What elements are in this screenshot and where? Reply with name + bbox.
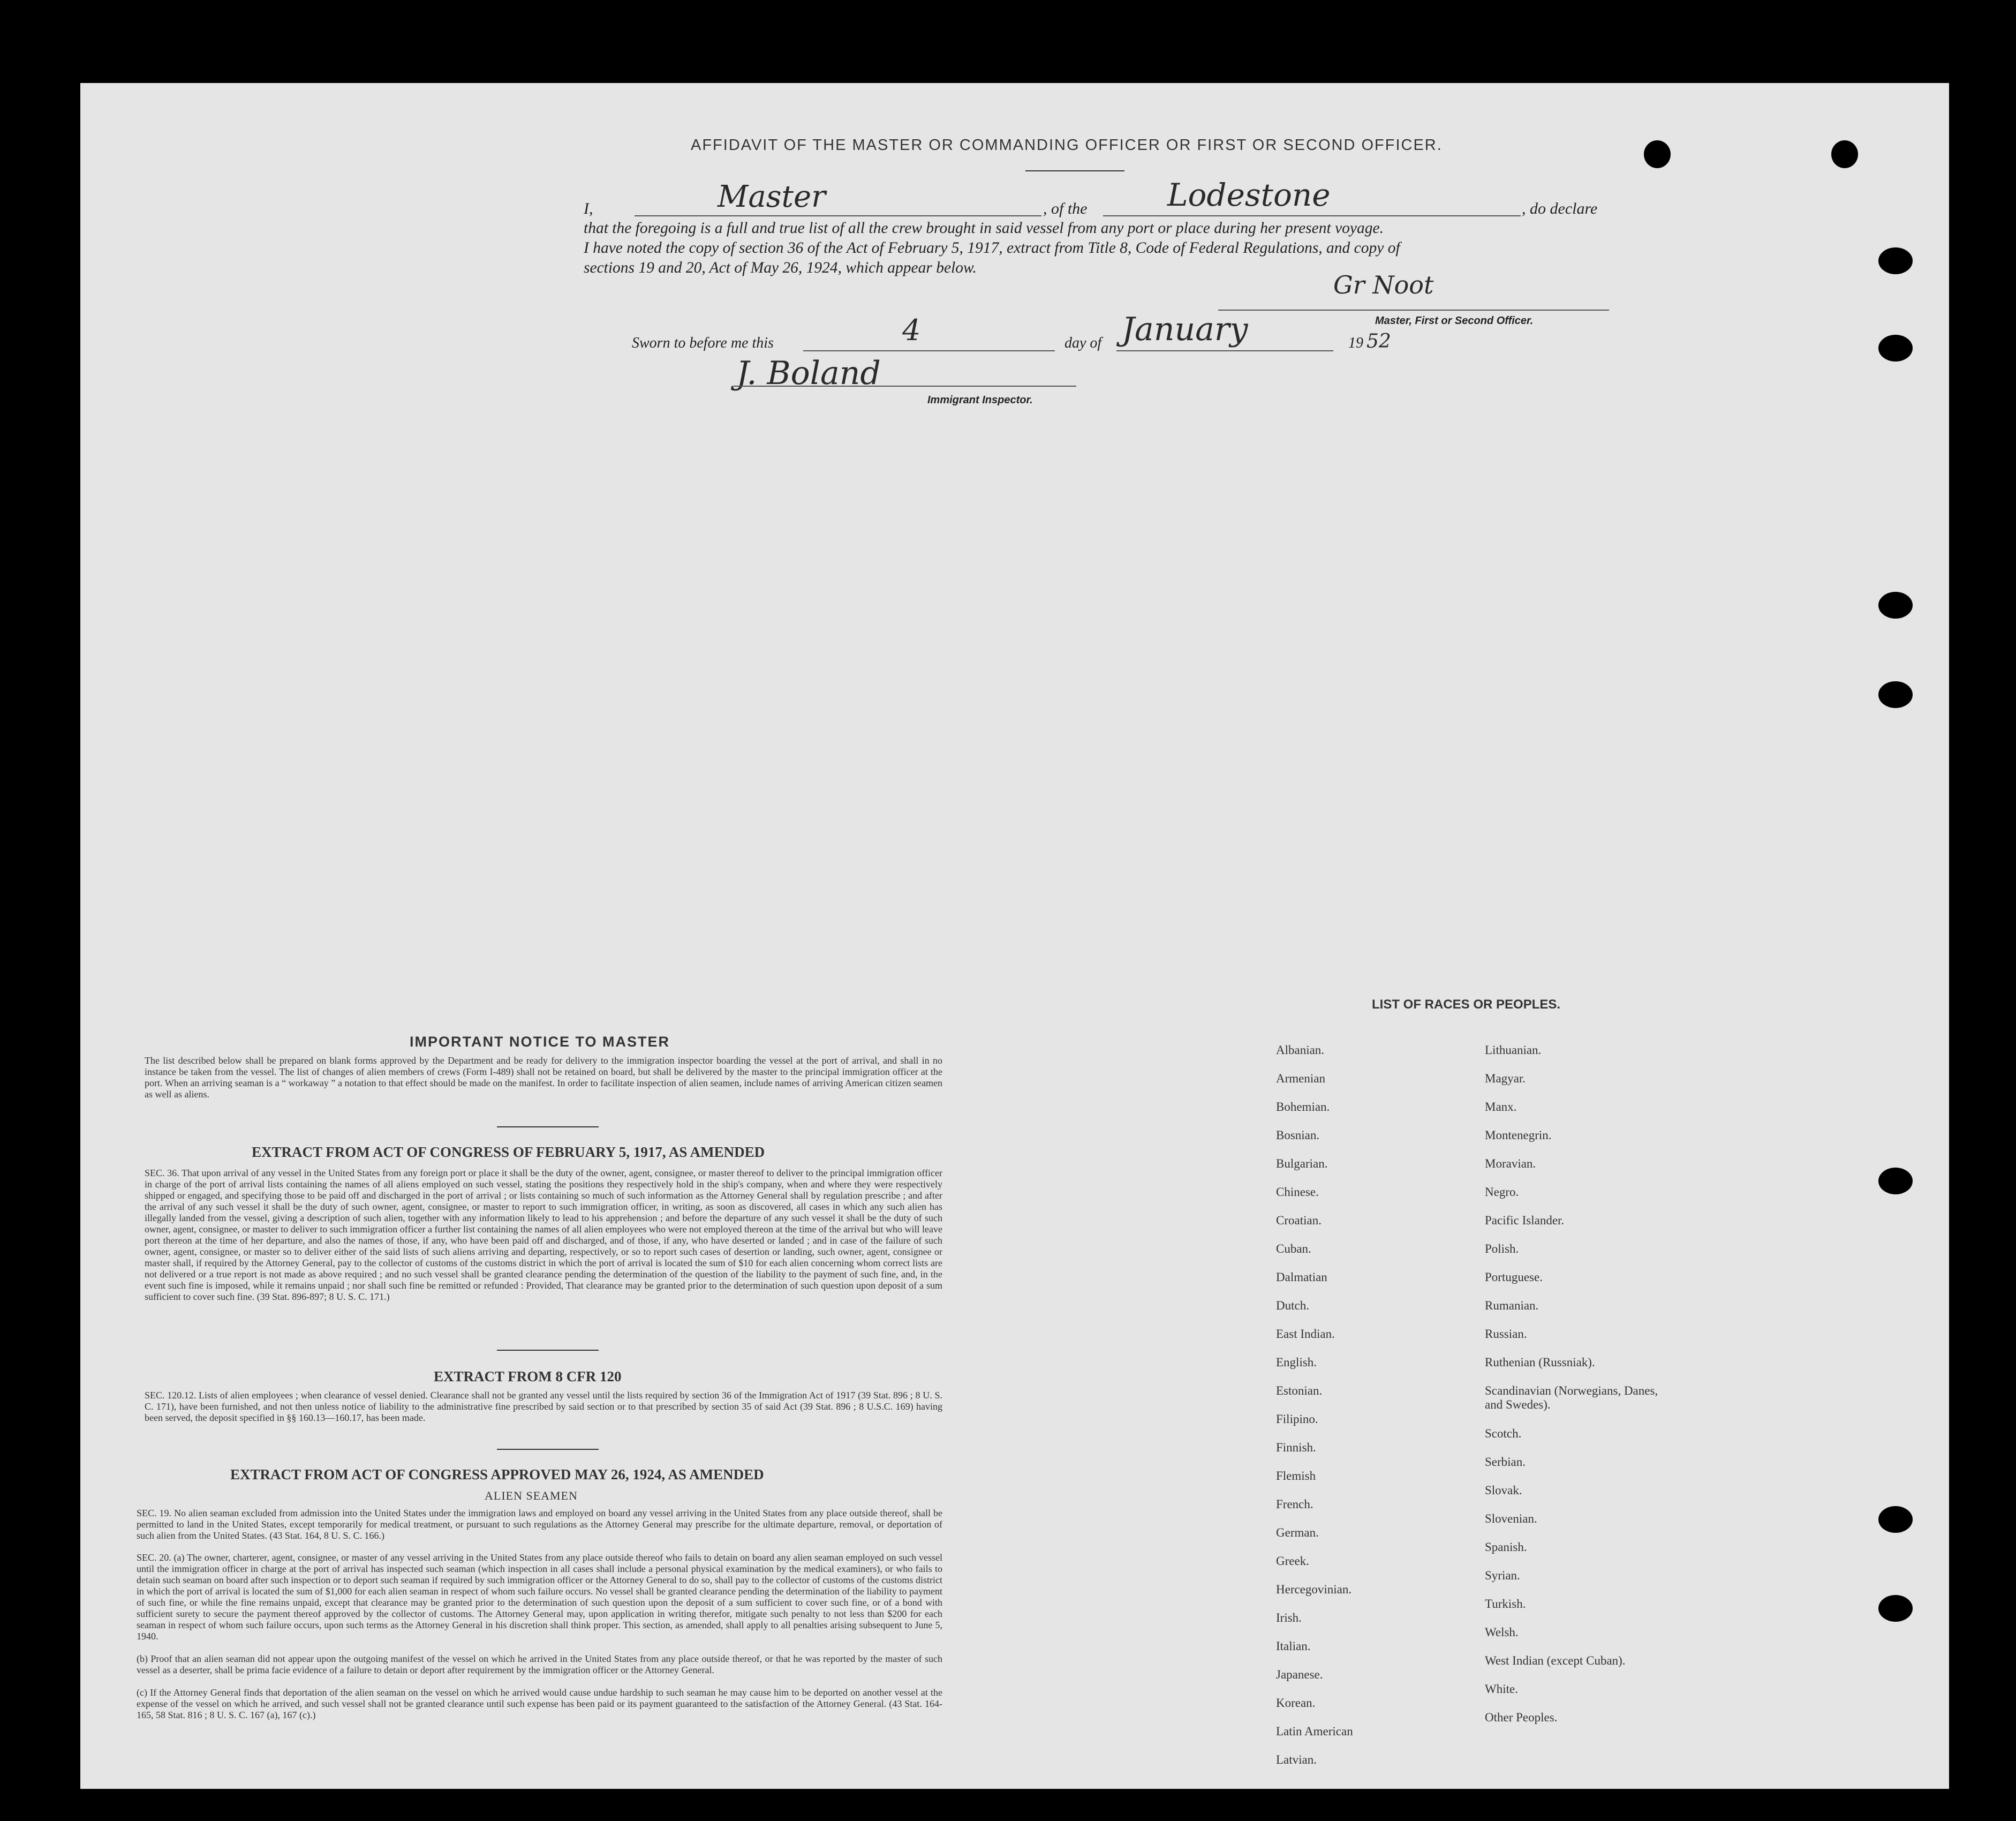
race-item: Slovenian. <box>1485 1512 1537 1525</box>
vessel-line <box>1103 215 1521 216</box>
race-item: Dutch. <box>1276 1299 1309 1312</box>
punch-hole <box>1831 140 1858 168</box>
month-handwritten: January <box>1122 311 1248 348</box>
race-item: Dalmatian <box>1276 1270 1327 1284</box>
inspector-signature: J. Boland <box>736 355 881 392</box>
race-item: Spanish. <box>1485 1540 1527 1554</box>
day-handwritten: 4 <box>902 313 921 347</box>
race-item: Portuguese. <box>1485 1270 1543 1284</box>
extract-1924-sec20a: SEC. 20. (a) The owner, charterer, agent, consignee, or master of any vessel arriving in the United States from any place outside thereof who fails to detain on board any alien seaman employed on such vessel until the immigration officer in charge at the port of arrival has inspected such seaman (which inspection in all cases shall include a personal physical examination by the medical examiners), or who fails to detain such seaman on board after such inspection or to deport such seaman if required by such immigration officer or the Attorney General to do so, shall pay to the collector of customs of the customs district in which the port of arrival is located the sum of $1,000 for each alien seaman in respect of whom such failure occurs. No vessel shall be granted clearance pending the determination of the liability to payment of such fine, or while the fine remains unpaid, except that clearance may be granted prior to the determination of such question upon the deposit of a sum sufficient to cover such fine, or of a bond with sufficient surety to secure the payment thereof approved by the collector of customs. The Attorney General may, upon application in writing therefor, mitigate such penalty to not less than $200 for each seaman in respect of whom such failure occurs, upon such terms as the Attorney General in his discretion shall think proper. This section, as amended, shall apply to all penalties arising subsequent to June 5, 1940. <box>137 1552 942 1642</box>
races-title: LIST OF RACES OR PEOPLES. <box>1372 997 1561 1012</box>
race-item: Slovak. <box>1485 1484 1522 1497</box>
race-item: Ruthenian (Russniak). <box>1485 1356 1595 1369</box>
punch-hole <box>1878 247 1913 274</box>
month-line <box>1116 350 1333 351</box>
declarant-label: I, <box>584 200 593 217</box>
divider <box>497 1449 599 1450</box>
race-item: Estonian. <box>1276 1384 1323 1397</box>
extract-cfr-title: EXTRACT FROM 8 CFR 120 <box>434 1368 622 1384</box>
extract-1924-subtitle: ALIEN SEAMEN <box>485 1489 578 1502</box>
affidavit-line-2: I have noted the copy of section 36 of the Act of February 5, 1917, extract from Title 8, Code of Federal Regulations, and copy of <box>584 239 1400 257</box>
race-item: Lithuanian. <box>1485 1043 1542 1057</box>
punch-hole <box>1644 140 1671 168</box>
race-item: Latvian. <box>1276 1753 1317 1766</box>
divider <box>497 1350 599 1351</box>
inspector-signature-line <box>734 386 1076 387</box>
punch-hole <box>1878 1595 1913 1622</box>
race-item: White. <box>1485 1682 1518 1696</box>
race-item: Syrian. <box>1485 1569 1520 1582</box>
race-item: Filipino. <box>1276 1412 1318 1426</box>
race-item: Irish. <box>1276 1611 1302 1624</box>
officer-caption: Master, First or Second Officer. <box>1375 315 1534 327</box>
race-item: Flemish <box>1276 1469 1316 1483</box>
race-item: Latin American <box>1276 1725 1353 1738</box>
affidavit-title: AFFIDAVIT OF THE MASTER OR COMMANDING OFFICER OR FIRST OR SECOND OFFICER. <box>691 137 1443 154</box>
divider <box>1025 170 1124 171</box>
race-item: Montenegrin. <box>1485 1128 1552 1142</box>
race-item: Korean. <box>1276 1696 1316 1710</box>
race-item: Hercegovinian. <box>1276 1583 1352 1596</box>
punch-hole <box>1878 335 1913 362</box>
year-prefix: 19 <box>1348 335 1363 351</box>
race-item: Negro. <box>1485 1185 1519 1199</box>
race-item: East Indian. <box>1276 1327 1335 1341</box>
race-item: Chinese. <box>1276 1185 1319 1199</box>
affidavit-line-3: sections 19 and 20, Act of May 26, 1924, which appear below. <box>584 259 977 276</box>
sworn-label: Sworn to before me this <box>632 335 774 351</box>
punch-hole <box>1878 1506 1913 1533</box>
race-item: Japanese. <box>1276 1668 1323 1681</box>
race-item: Armenian <box>1276 1072 1325 1085</box>
race-item: Pacific Islander. <box>1485 1214 1565 1227</box>
race-item: Turkish. <box>1485 1597 1526 1611</box>
officer-signature-line <box>1218 310 1609 311</box>
race-item: English. <box>1276 1356 1317 1369</box>
extract-1917-text: SEC. 36. That upon arrival of any vessel in the United States from any foreign port or place it shall be the duty of the owner, agent, consignee, or master thereof to deliver to the principal immigration officer in charge of the port of arrival lists containing the names of all aliens employed on such vessel, stating the positions they respectively hold in the ship's company, when and where they were respectively shipped or engaged, and specifying those to be paid off and discharged in the port of arrival ; or lists containing so much of such information as the Attorney General shall by regulation prescribe ; and after the arrival of any such vessel it shall be the duty of such owner, agent, consignee, or master to report to such immigration officer, in writing, as soon as discovered, all cases in which any such alien has illegally landed from the vessel, giving a description of such alien, together with any information likely to lead to his apprehension ; and before the departure of any such vessel it shall be the duty of such owner, agent, consignee, or master to deliver to such immigration officer a further list containing the names of all alien employees who were not employed thereon at the time of the arrival but who will leave port thereon at the time of her departure, and also the names of those, if any, who have been paid off and discharged, and of those, if any, who have deserted or landed ; and in case of the failure of such owner, agent, consignee, or master so to deliver either of the said lists of such aliens arriving and departing, respectively, or so to report such cases of desertion or landing, such owner, agent, consignee or master shall, if required by the Attorney General, pay to the collector of customs of the customs district in which the port of arrival is located the sum of $10 for each alien concerning whom correct lists are not delivered or a true report is not made as above required ; and no such vessel shall be granted clearance pending the determination of the question of the liability to the payment of such fine, and, in the event such fine is imposed, while it remains unpaid ; nor shall such fine be remitted or refunded : Provided, That clearance may be granted prior to the determination of such question upon deposit of a sum sufficient to cover such fine. (39 Stat. 896-897; 8 U. S. C. 171.) <box>145 1168 942 1302</box>
race-item: French. <box>1276 1498 1313 1511</box>
extract-cfr-text: SEC. 120.12. Lists of alien employees ; when clearance of vessel denied. Clearance shall not be granted any vessel until the lists required by section 36 of the Immigration Act of 1917 (39 Stat. 896 ; 8 U. S. C. 171), have been furnished, and not then unless notice of liability to the administrative fine prescribed by said section or to that prescribed by section 35 of said Act (39 Stat. 896 ; 8 U.S.C. 169) having been served, the deposit specified in §§ 160.13—160.17, has been made. <box>145 1390 942 1423</box>
race-item: German. <box>1276 1526 1319 1539</box>
race-item: Bohemian. <box>1276 1100 1330 1113</box>
race-item: Greek. <box>1276 1554 1309 1568</box>
declarant-name-handwritten: Master <box>718 179 826 214</box>
race-item: Croatian. <box>1276 1214 1322 1227</box>
race-item: Polish. <box>1485 1242 1519 1255</box>
race-item: Moravian. <box>1485 1157 1536 1170</box>
extract-1924-sec19: SEC. 19. No alien seaman excluded from admission into the United States under the immigration laws and employed on board any vessel arriving in the United States from any place outside thereof, shall be permitted to land in the United States, except temporarily for medical treatment, or pursuant to such regulations as the Attorney General may prescribe for the ultimate departure, removal, or deportation of such alien from the United States. (43 Stat. 164, 8 U. S. C. 166.) <box>137 1508 942 1541</box>
of-the-label: , of the <box>1043 200 1088 217</box>
officer-signature: Gr Noot <box>1333 270 1434 299</box>
punch-hole <box>1878 592 1913 619</box>
race-item: Scandinavian (Norwegians, Danes, and Swedes). <box>1485 1384 1658 1411</box>
race-item: Finnish. <box>1276 1441 1316 1454</box>
vessel-name-handwritten: Lodestone <box>1167 177 1331 213</box>
race-item: Magyar. <box>1485 1072 1526 1085</box>
extract-1917-title: EXTRACT FROM ACT OF CONGRESS OF FEBRUARY 5, 1917, AS AMENDED <box>252 1144 765 1160</box>
race-item: Albanian. <box>1276 1043 1325 1057</box>
punch-hole <box>1878 1168 1913 1194</box>
punch-hole <box>1878 681 1913 708</box>
extract-1924-sec20b: (b) Proof that an alien seaman did not appear upon the outgoing manifest of the vessel on which he arrived in the United States from any place outside thereof, or that he was reported by the master of such vessel as a deserter, shall be prima facie evidence of a failure to detain or deport after requirement by the immigration officer or the Attorney General. <box>137 1653 942 1675</box>
day-of-label: day of <box>1064 335 1102 351</box>
notice-title: IMPORTANT NOTICE TO MASTER <box>410 1034 670 1050</box>
affidavit-line-1: that the foregoing is a full and true list of all the crew brought in said vessel from any port or place during her present voyage. <box>584 220 1384 237</box>
race-item: Manx. <box>1485 1100 1517 1113</box>
divider <box>497 1126 599 1127</box>
race-item: Rumanian. <box>1485 1299 1539 1312</box>
race-item: Scotch. <box>1485 1427 1522 1440</box>
race-item: Russian. <box>1485 1327 1527 1341</box>
year-handwritten: 52 <box>1366 330 1391 352</box>
race-item: West Indian (except Cuban). <box>1485 1654 1626 1667</box>
race-item: Cuban. <box>1276 1242 1311 1255</box>
extract-1924-title: EXTRACT FROM ACT OF CONGRESS APPROVED MAY 26, 1924, AS AMENDED <box>230 1466 764 1483</box>
race-item: Bulgarian. <box>1276 1157 1328 1170</box>
inspector-caption: Immigrant Inspector. <box>927 394 1033 406</box>
race-item: Other Peoples. <box>1485 1711 1558 1724</box>
race-item: Welsh. <box>1485 1626 1519 1639</box>
do-declare-label: , do declare <box>1522 200 1598 217</box>
race-item: Bosnian. <box>1276 1128 1320 1142</box>
race-item: Serbian. <box>1485 1455 1526 1469</box>
name-line <box>635 215 1041 216</box>
day-line <box>803 350 1055 351</box>
race-item: Italian. <box>1276 1639 1311 1653</box>
extract-1924-sec20c: (c) If the Attorney General finds that deportation of the alien seaman on the vessel on which he arrived would cause undue hardship to such seaman he may cause him to be deported on another vessel at the expense of the vessel on which he arrived, and such vessel shall not be granted clearance until such expense has been paid or its payment guaranteed to the satisfaction of the Attorney General. (43 Stat. 164-165, 58 Stat. 816 ; 8 U. S. C. 167 (a), 167 (c).) <box>137 1687 942 1720</box>
notice-text: The list described below shall be prepared on blank forms approved by the Department and be ready for delivery to the immigration inspector boarding the vessel at the port of arrival, and shall in no instance be taken from the vessel. The list of changes of alien members of crews (Form I-489) shall not be retained on board, but shall be delivered by the master to the principal immigration officer at the port. When an arriving seaman is a “ workaway ” a notation to that effect should be made on the manifest. In order to facilitate inspection of alien seamen, include names of arriving American citizen seamen as well as aliens. <box>145 1055 942 1100</box>
